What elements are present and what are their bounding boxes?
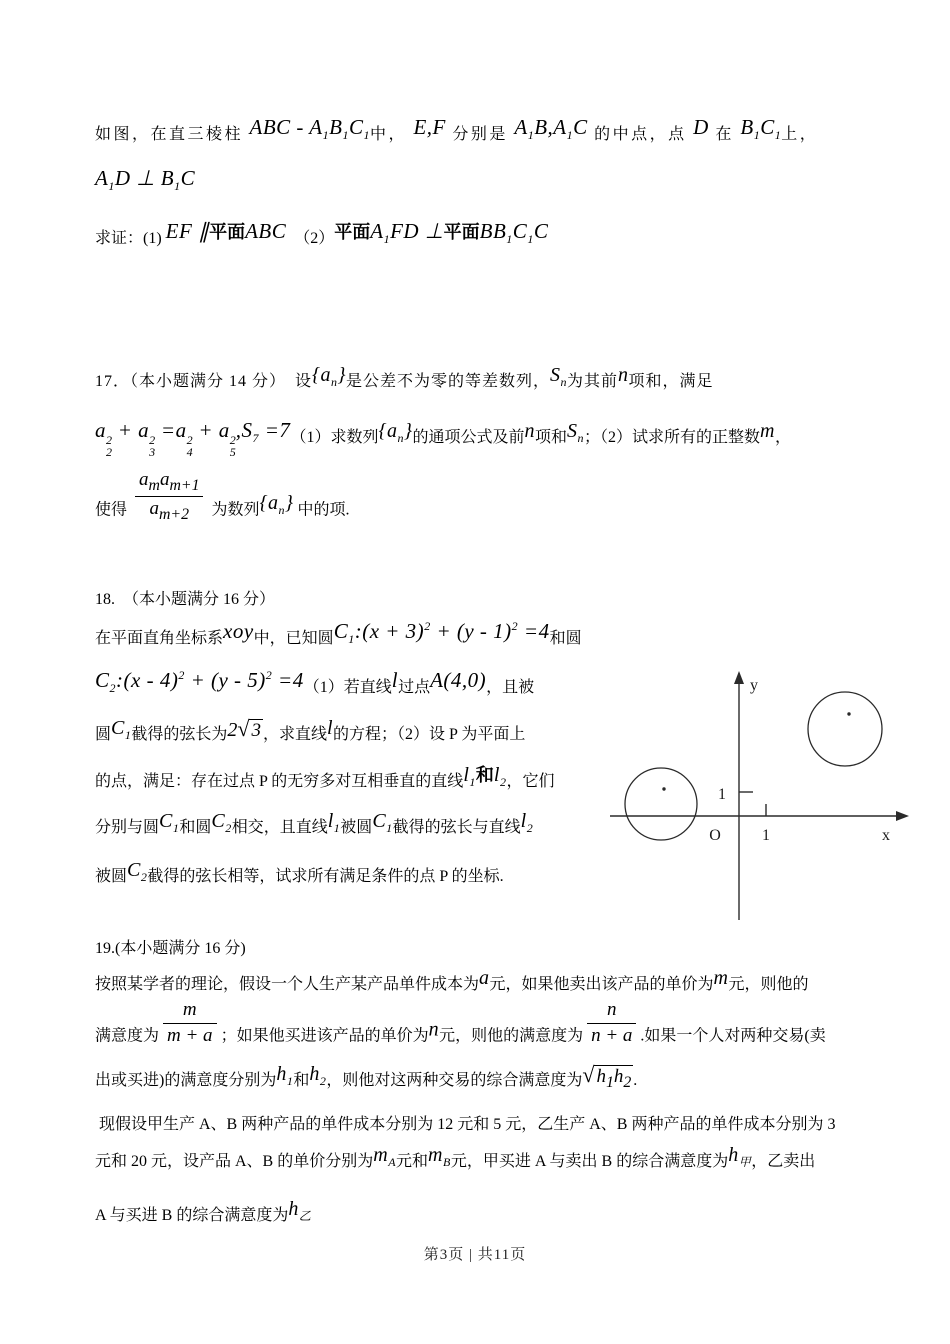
problem16-line2 (95, 163, 195, 198)
text-run: 17．（本小题满分 14 分） 设 (95, 373, 313, 390)
math-run: a 2 2 + a 2 3 =a 2 4 + a 2 5 $,S_7 =7$ (95, 418, 291, 459)
text-run: 如图，在直三棱柱 (95, 126, 250, 143)
problem19-line4 (95, 1058, 637, 1095)
text-run: A 与买进 B 的综合满意度为 (95, 1207, 289, 1224)
text-run: 和圆 (549, 630, 582, 647)
text-run: 分别与圆 (95, 819, 160, 836)
problem18-line6 (95, 806, 533, 840)
math-run: $l_2$ (520, 810, 534, 835)
problem17-line2 (95, 415, 791, 458)
text-run: 截得的弦长相等，试求所有满足条件的点 P 的坐标. (147, 868, 504, 885)
text-run: 元，甲买进 A 与卖出 B 的综合满意度为 (450, 1153, 729, 1170)
text-run: 截得的弦长为 (131, 726, 228, 743)
circle-c2-shape (808, 692, 882, 766)
text-run: 现假设甲生产 A、B 两种产品的单件成本分别为 12 元和 5 元，乙生产 A、B 两种产品的单件成本分别为 3 (99, 1116, 836, 1133)
text-run: 被圆 (95, 868, 128, 885)
text-run: 中的项. (293, 501, 350, 519)
math-run: EF ∥ (165, 219, 210, 243)
math-run: $C_1$ (372, 810, 393, 835)
text-run: 元，如果他卖出该产品的单价为 (489, 976, 714, 993)
bold-text-run: 和 (475, 765, 494, 785)
origin-label: O (709, 827, 721, 844)
text-run: （1）若直线 (303, 679, 392, 696)
math-run: $l_2$ (493, 764, 507, 789)
math-run: $m_B$ (428, 1144, 451, 1169)
text-run: 在 (708, 126, 741, 143)
problem19-line5 (99, 1113, 835, 1137)
fraction-numerator: $a_ma_{m+1}$ (135, 468, 203, 497)
text-run: （2） (286, 230, 335, 247)
text-run: ，则他对这两种交易的综合满意度为 (326, 1072, 583, 1089)
math-run: $h_2$ (309, 1063, 327, 1088)
math-run: $m_A$ (373, 1144, 397, 1169)
math-run: $C_1:(x + 3)^2 + (y - 1)^2 =4$ (333, 619, 550, 647)
math-run: ABC (245, 219, 287, 243)
text-run: 的方程；（2）设 P 为平面上 (333, 726, 526, 743)
math-run: m (760, 420, 775, 442)
problem18-line5 (95, 760, 554, 794)
math-run: l (326, 717, 334, 739)
radicand: 3 (251, 720, 261, 741)
text-run: 满意度为 (95, 1027, 160, 1045)
text-run: 在平面直角坐标系 (95, 630, 224, 647)
fraction-numerator: m (163, 998, 217, 1024)
text-run: 的通项公式及前 (412, 429, 525, 446)
y-axis-label: y (750, 677, 758, 694)
text-run: 项和 (534, 429, 567, 446)
math-run: E,F (413, 115, 446, 139)
text-run: 分别是 (445, 126, 515, 143)
math-run: xoy (223, 619, 254, 643)
circle-c1-center-dot (662, 787, 665, 790)
text-run: 中，已知圆 (253, 630, 334, 647)
text-run: 19.(本小题满分 16 分) (95, 940, 246, 957)
math-run: $C_2:(x - 4)^2 + (y - 5)^2 =4$ (95, 668, 304, 696)
text-run: 为数列 (207, 501, 260, 519)
text-run: 求证：(1) (95, 230, 166, 247)
text-run: 的中点，点 (587, 126, 694, 143)
radical-symbol: √ (237, 716, 250, 741)
math-run: $C_1$ (159, 810, 180, 835)
text-run: ，且被 (486, 679, 535, 696)
bold-text-run: 平面 (209, 222, 246, 242)
problem18-line3 (95, 665, 534, 700)
text-run: . (633, 1072, 638, 1089)
fraction (163, 998, 217, 1048)
text-run: 出或买进)的满意度分别为 (95, 1072, 277, 1089)
x-tick-label: 1 (762, 827, 770, 844)
math-run: $S_n$ (550, 364, 568, 389)
text-run: 截得的弦长与直线 (392, 819, 521, 836)
text-run: ；如果他买进该产品的单价为 (220, 1027, 429, 1045)
radical-symbol: √ (582, 1062, 595, 1087)
text-run: 使得 (95, 501, 132, 519)
text-run: 和 (293, 1072, 310, 1089)
math-run: $A_1FD$ ⊥ (370, 219, 444, 247)
math-run: $h_乙$ (288, 1198, 312, 1223)
math-run: $BB_1C_1C$ (479, 219, 549, 247)
text-run: 和圆 (179, 819, 212, 836)
text-run: 相交，且直线 (231, 819, 328, 836)
problem19-header (95, 937, 246, 961)
x-axis-label: x (882, 827, 890, 844)
text-run: ， (774, 429, 791, 446)
problem16-line1 (95, 112, 818, 147)
bold-text-run: 平面 (443, 222, 480, 242)
problem18-line7 (95, 855, 504, 889)
text-run: 是公差不为零的等差数列， (346, 373, 551, 390)
problem19-line3 (95, 998, 826, 1049)
radicand: $h_1h_2$ (596, 1066, 632, 1091)
math-run: m (713, 967, 729, 989)
math-run: ABC - $A_1B_1C_1$ (249, 115, 370, 143)
math-run: $\{a_n\}$ (312, 364, 347, 389)
square-root (237, 716, 263, 741)
text-run: 项和，满足 (628, 373, 714, 390)
x-axis-arrow-icon (896, 811, 909, 821)
text-run: .如果一个人对两种交易(卖 (640, 1027, 826, 1045)
math-run: n (618, 364, 629, 386)
math-run: $h_甲$ (728, 1144, 752, 1169)
problem18-line2 (95, 616, 582, 651)
math-run: a (479, 967, 490, 989)
problem19-line7 (95, 1194, 311, 1228)
text-run: 元和 20 元，设产品 A、B 的单价分别为 (95, 1153, 374, 1170)
text-run: 元，则他的满意度为 (439, 1027, 584, 1045)
problem19-line2 (95, 963, 809, 997)
circle-c2-center-dot (847, 712, 850, 715)
fraction-denominator: $a_{m+2}$ (149, 498, 190, 524)
math-run: $h_1$ (276, 1063, 294, 1088)
text-run: 中， (369, 126, 414, 143)
fraction-denominator: m + a (167, 1024, 213, 1046)
text-run: （1）求数列 (290, 429, 379, 446)
text-run: 被圆 (340, 819, 373, 836)
math-run: n (524, 420, 535, 442)
y-axis-arrow-icon (734, 671, 744, 684)
problem17-line1 (95, 360, 714, 394)
text-run: 元和 (396, 1153, 429, 1170)
text-run: 元，则他的 (728, 976, 809, 993)
math-run: D (693, 115, 709, 139)
problem18-header (95, 588, 275, 612)
square-root (582, 1062, 633, 1091)
problem18-line4 (95, 712, 525, 747)
text-run: 上， (781, 126, 819, 143)
problem19-line6 (95, 1140, 815, 1174)
fraction-numerator: n (587, 998, 636, 1024)
y-tick-label: 1 (718, 786, 726, 803)
page-footer: 第3页 | 共11页 (423, 1247, 527, 1263)
math-run: A(4,0) (430, 668, 487, 692)
fraction-denominator: n + a (591, 1024, 633, 1046)
math-run: $C_2$ (211, 810, 232, 835)
math-run: $C_1$ (111, 717, 132, 742)
fraction (135, 468, 203, 526)
math-run: $A_1B,A_1C$ (514, 115, 588, 143)
sqrt-coefficient: 2 (227, 719, 238, 741)
math-run: $C_2$ (127, 859, 148, 884)
math-run: $S_n$ (566, 420, 584, 445)
circle-c1-shape (625, 768, 697, 840)
math-run: $\{a_n\}$ (378, 420, 413, 445)
problem17-line3 (95, 468, 350, 526)
text-run: 的点，满足：存在过点 P 的无穷多对互相垂直的直线 (95, 773, 464, 790)
text-run: 过点 (398, 679, 431, 696)
math-run: $l_1$ (463, 764, 476, 789)
text-run: 为其前 (567, 373, 619, 390)
math-run: l (391, 668, 399, 692)
text-run: 圆 (95, 726, 112, 743)
math-run: n (428, 1018, 440, 1041)
text-run: ，乙卖出 (751, 1153, 816, 1170)
text-run: ，它们 (506, 773, 555, 790)
math-run: $l_1$ (327, 810, 341, 835)
bold-text-run: 平面 (334, 222, 371, 242)
text-run: 18. （本小题满分 16 分） (95, 591, 276, 608)
text-run: 按照某学者的理论，假设一个人生产某产品单件成本为 (95, 976, 480, 993)
p18-coordinate-figure (600, 668, 920, 926)
math-run: $A_1D$ ⊥ $B_1C$ (95, 166, 196, 194)
text-run: ；（2）试求所有的正整数 (583, 429, 760, 446)
problem16-line3 (95, 216, 548, 251)
math-run: $B_1C_1$ (740, 115, 782, 143)
math-run: $\{a_n\}$ (259, 492, 294, 518)
fraction (587, 998, 636, 1048)
text-run: ，求直线 (262, 726, 327, 743)
